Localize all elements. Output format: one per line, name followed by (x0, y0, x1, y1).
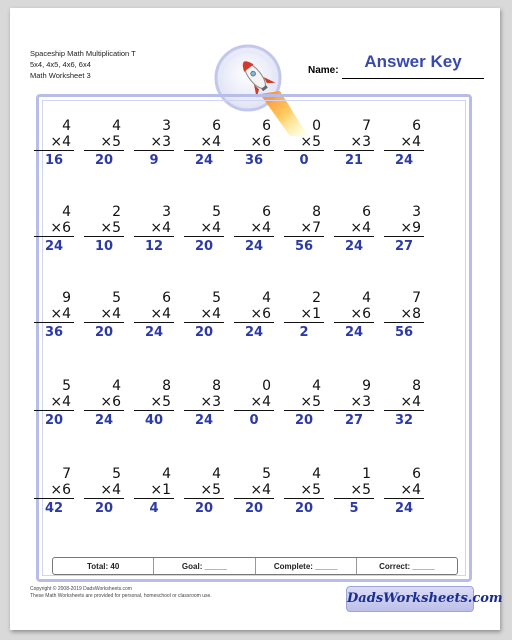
top-number: 8 (312, 204, 321, 220)
multiplier: ×5 (284, 134, 324, 151)
name-label: Name: (308, 65, 339, 76)
multiplier: ×4 (384, 482, 424, 499)
multiplier: ×4 (134, 220, 174, 237)
top-number: 2 (112, 204, 121, 220)
answer: 20 (294, 413, 314, 428)
top-number: 8 (162, 378, 171, 394)
answer: 24 (344, 239, 364, 254)
answer: 36 (244, 153, 264, 168)
problem (234, 378, 274, 429)
answer: 24 (194, 153, 214, 168)
multiplier: ×7 (284, 220, 324, 237)
multiplier: ×4 (134, 306, 174, 323)
answer: 16 (44, 153, 64, 168)
problem (384, 290, 424, 341)
answer: 0 (249, 413, 259, 428)
problem (134, 204, 174, 255)
worksheet-facts: 5x4, 4x5, 4x6, 6x4 (30, 60, 91, 69)
problem (84, 466, 124, 517)
worksheet-page (10, 8, 503, 630)
multiplier: ×4 (184, 306, 224, 323)
answer: 21 (344, 153, 364, 168)
score-footer (52, 557, 458, 575)
problem (184, 466, 224, 517)
problem (84, 204, 124, 255)
multiplier: ×4 (34, 394, 74, 411)
multiplier: ×6 (234, 134, 274, 151)
top-number: 4 (112, 378, 121, 394)
top-number: 5 (262, 466, 271, 482)
answer: 20 (194, 239, 214, 254)
answer: 24 (94, 413, 114, 428)
problem (284, 290, 324, 341)
problem (334, 204, 374, 255)
problem (184, 118, 224, 169)
answer: 20 (294, 501, 314, 516)
problem (334, 466, 374, 517)
top-number: 5 (212, 204, 221, 220)
multiplier: ×4 (384, 394, 424, 411)
multiplier: ×5 (84, 220, 124, 237)
worksheet-title: Spaceship Math Multiplication T (30, 49, 136, 58)
multiplier: ×4 (34, 306, 74, 323)
top-number: 6 (212, 118, 221, 134)
top-number: 4 (212, 466, 221, 482)
answer: 24 (44, 239, 64, 254)
answer: 24 (244, 239, 264, 254)
top-number: 2 (312, 290, 321, 306)
multiplier: ×6 (84, 394, 124, 411)
problem (184, 378, 224, 429)
top-number: 3 (162, 118, 171, 134)
multiplier: ×4 (234, 482, 274, 499)
total-field: Total: 40 (86, 561, 120, 571)
answer: 24 (144, 325, 164, 340)
top-number: 4 (362, 290, 371, 306)
problem (184, 204, 224, 255)
multiplier: ×6 (34, 482, 74, 499)
multiplier: ×5 (134, 394, 174, 411)
top-number: 5 (212, 290, 221, 306)
answer: 10 (94, 239, 114, 254)
top-number: 6 (412, 466, 421, 482)
problem (184, 290, 224, 341)
problem (334, 290, 374, 341)
answer: 24 (244, 325, 264, 340)
copyright-line: Copyright © 2008-2019 DadsWorksheets.com (30, 586, 132, 592)
multiplier: ×4 (334, 220, 374, 237)
multiplier: ×3 (184, 394, 224, 411)
problem (134, 118, 174, 169)
multiplier: ×5 (334, 482, 374, 499)
top-number: 6 (262, 118, 271, 134)
answer: 24 (394, 153, 414, 168)
goal-field: Goal: _____ (153, 558, 254, 574)
answer: 27 (344, 413, 364, 428)
top-number: 3 (412, 204, 421, 220)
answer: 20 (244, 501, 264, 516)
problem (334, 118, 374, 169)
problem (334, 378, 374, 429)
name-line (342, 78, 484, 79)
multiplier: ×1 (284, 306, 324, 323)
multiplier: ×6 (334, 306, 374, 323)
top-number: 7 (62, 466, 71, 482)
top-number: 6 (162, 290, 171, 306)
problem (284, 378, 324, 429)
answer: 27 (394, 239, 414, 254)
multiplier: ×4 (84, 482, 124, 499)
multiplier: ×4 (384, 134, 424, 151)
answer: 32 (394, 413, 414, 428)
problem (84, 118, 124, 169)
answer: 0 (299, 153, 309, 168)
answer: 20 (194, 501, 214, 516)
problem (34, 290, 74, 341)
problem (384, 378, 424, 429)
multiplier: ×4 (184, 134, 224, 151)
answer: 56 (294, 239, 314, 254)
top-number: 4 (312, 378, 321, 394)
problem (134, 466, 174, 517)
problem (34, 466, 74, 517)
problem (384, 204, 424, 255)
answer: 24 (344, 325, 364, 340)
answer: 20 (94, 501, 114, 516)
top-number: 5 (112, 466, 121, 482)
problem (134, 378, 174, 429)
multiplier: ×4 (184, 220, 224, 237)
top-number: 3 (162, 204, 171, 220)
complete-field: Complete: _____ (255, 558, 356, 574)
problem (234, 290, 274, 341)
top-number: 4 (112, 118, 121, 134)
top-number: 9 (362, 378, 371, 394)
multiplier: ×4 (234, 220, 274, 237)
top-number: 8 (212, 378, 221, 394)
problem (234, 118, 274, 169)
answer: 24 (394, 501, 414, 516)
multiplier: ×6 (34, 220, 74, 237)
problem (234, 466, 274, 517)
correct-field: Correct: _____ (356, 558, 457, 574)
multiplier: ×4 (34, 134, 74, 151)
problem (384, 118, 424, 169)
top-number: 5 (112, 290, 121, 306)
problem (34, 378, 74, 429)
answer: 20 (94, 153, 114, 168)
top-number: 6 (262, 204, 271, 220)
answer: 40 (144, 413, 164, 428)
top-number: 6 (362, 204, 371, 220)
answer: 20 (94, 325, 114, 340)
top-number: 5 (62, 378, 71, 394)
dadsworksheets-logo: DadsWorksheets.com (346, 586, 474, 612)
top-number: 4 (62, 118, 71, 134)
answer: 5 (349, 501, 359, 516)
answer: 56 (394, 325, 414, 340)
answer: 36 (44, 325, 64, 340)
answer: 42 (44, 501, 64, 516)
multiplier: ×4 (234, 394, 274, 411)
top-number: 1 (362, 466, 371, 482)
multiplier: ×9 (384, 220, 424, 237)
problem (34, 204, 74, 255)
answer: 4 (149, 501, 159, 516)
problem (234, 204, 274, 255)
top-number: 0 (262, 378, 271, 394)
multiplier: ×8 (384, 306, 424, 323)
top-number: 4 (162, 466, 171, 482)
answer: 9 (149, 153, 159, 168)
top-number: 6 (412, 118, 421, 134)
answer-key-title: Answer Key (364, 52, 462, 71)
multiplier: ×4 (84, 306, 124, 323)
multiplier: ×6 (234, 306, 274, 323)
top-number: 9 (62, 290, 71, 306)
multiplier: ×5 (84, 134, 124, 151)
problem (84, 290, 124, 341)
multiplier: ×1 (134, 482, 174, 499)
answer: 2 (299, 325, 309, 340)
usage-note: These Math Worksheets are provided for personal, homeschool or classroom use. (30, 593, 212, 599)
multiplier: ×3 (334, 134, 374, 151)
top-number: 0 (312, 118, 321, 134)
problem (34, 118, 74, 169)
top-number: 4 (62, 204, 71, 220)
multiplier: ×5 (284, 482, 324, 499)
multiplier: ×3 (134, 134, 174, 151)
top-number: 7 (412, 290, 421, 306)
problem (284, 118, 324, 169)
multiplier: ×3 (334, 394, 374, 411)
problem (284, 466, 324, 517)
answer: 20 (44, 413, 64, 428)
top-number: 7 (362, 118, 371, 134)
problem (134, 290, 174, 341)
top-number: 4 (262, 290, 271, 306)
problem (84, 378, 124, 429)
answer: 24 (194, 413, 214, 428)
problem (284, 204, 324, 255)
multiplier: ×5 (184, 482, 224, 499)
worksheet-number: Math Worksheet 3 (30, 71, 91, 80)
answer: 20 (194, 325, 214, 340)
problem (384, 466, 424, 517)
top-number: 4 (312, 466, 321, 482)
multiplier: ×5 (284, 394, 324, 411)
answer: 12 (144, 239, 164, 254)
top-number: 8 (412, 378, 421, 394)
